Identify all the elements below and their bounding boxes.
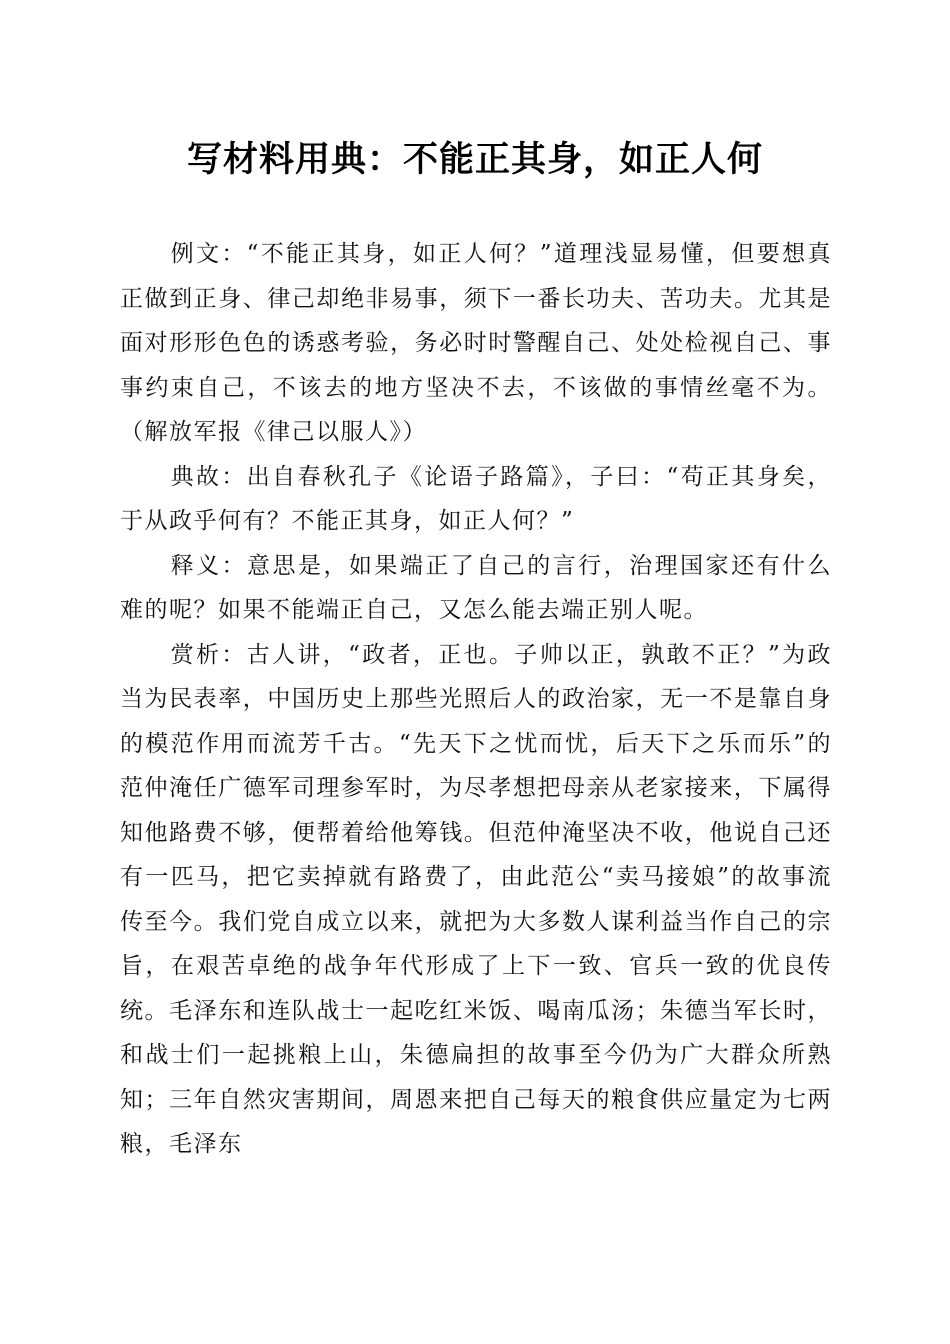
paragraph-meaning: 释义：意思是，如果端正了自己的言行，治理国家还有什么难的呢？如果不能端正自己，又怎么能去端正别人呢。 bbox=[120, 552, 832, 623]
paragraph-allusion: 典故：出自春秋孔子《论语子路篇》，子曰：“苟正其身矣，于从政乎何有？不能正其身，如正人何？” bbox=[120, 463, 832, 534]
paragraph-appreciation: 赏析：古人讲，“政者，正也。子帅以正，孰敢不正？”为政当为民表率，中国历史上那些光照后人的政治家，无一不是靠自身的模范作用而流芳千古。“先天下之忧而忧，后天下之乐而乐”的范仲淹任广德军司理参军时，为尽孝想把母亲从老家接来，下属得知他路费不够，便帮着给他筹钱。但范仲淹坚决不收，他说自己还有一匹马，把它卖掉就有路费了，由此范公“卖马接娘”的故事流传至今。我们党自成立以来，就把为大多数人谋利益当作自己的宗旨，在艰苦卓绝的战争年代形成了上下一致、官兵一致的优良传统。毛泽东和连队战士一起吃红米饭、喝南瓜汤；朱德当军长时，和战士们一起挑粮上山，朱德扁担的故事至今仍为广大群众所熟知；三年自然灾害期间，周恩来把自己每天的粮食供应量定为七两粮，毛泽东 bbox=[120, 641, 832, 1157]
paragraph-example: 例文：“不能正其身，如正人何？”道理浅显易懂，但要想真正做到正身、律己却绝非易事，须下一番长功夫、苦功夫。尤其是面对形形色色的诱惑考验，务必时时警醒自己、处处检视自己、事事约束自己，不该去的地方坚决不去，不该做的事情丝毫不为。（解放军报《律己以服人》） bbox=[120, 241, 832, 445]
document-title: 写材料用典：不能正其身，如正人何 bbox=[186, 139, 763, 180]
document-body bbox=[120, 232, 832, 1167]
